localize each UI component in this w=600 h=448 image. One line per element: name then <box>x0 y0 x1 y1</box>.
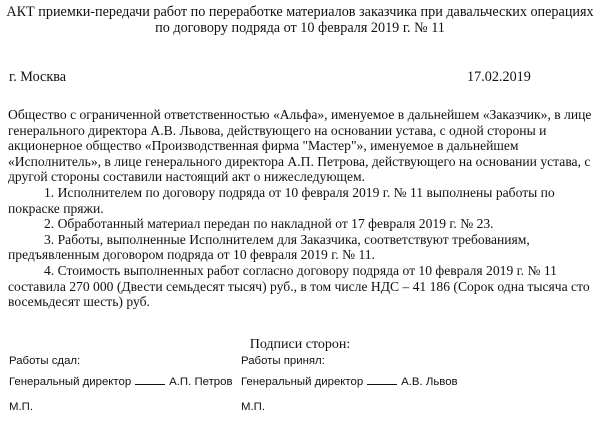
customer-name: А.В. Львов <box>401 376 458 388</box>
customer-position: Генеральный директор <box>241 376 364 388</box>
document-date: 17.02.2019 <box>467 69 531 85</box>
preamble-line: «Исполнитель», в лице генерального директора А.П. Петрова, действующего на основании устава, с <box>8 153 591 169</box>
handed-over-label: Работы сдал: <box>9 355 81 367</box>
item-1-line-2: покраске пряжи. <box>8 200 104 216</box>
customer-stamp-place: М.П. <box>241 401 266 413</box>
contractor-stamp-place: М.П. <box>9 401 34 413</box>
accepted-label: Работы принял: <box>241 355 325 367</box>
signatures-heading: Подписи сторон: <box>249 337 351 352</box>
item-2: 2. Обработанный материал передан по накладной от 17 февраля 2019 г. № 23. <box>44 216 494 232</box>
preamble-line: акционерное общество «Производственная фирма "Мастер"», именуемое в дальнейшем <box>8 138 519 154</box>
signature-blank-line <box>135 375 165 385</box>
contractor-signature-row <box>9 375 233 389</box>
preamble-line: Общество с ограниченной ответственностью «Альфа», именуемое в дальнейшем «Заказчик», в лице <box>8 107 592 122</box>
title-line-2: по договору подряда от 10 февраля 2019 г. № 11 <box>155 20 445 36</box>
document-body <box>8 107 598 310</box>
preamble-line: другой стороны составили настоящий акт о нижеследующем. <box>8 169 366 185</box>
customer-signature-row <box>241 375 458 389</box>
item-1-line-1: 1. Исполнителем по договору подряда от 10 февраля 2019 г. № 11 выполнены работы по <box>44 184 555 200</box>
contractor-name: А.П. Петров <box>169 376 233 388</box>
item-3-line-2: предъявленным договором подряда от 10 февраля 2019 г. № 11. <box>8 247 375 263</box>
preamble-line: генерального директора А.В. Львова, действующего на основании устава, с одной стороны и <box>8 122 547 138</box>
item-4-line-2: составила 270 000 (Двести семьдесят тысяч) руб., в том числе НДС – 41 186 (Сорок одна тысяча сто <box>8 278 590 294</box>
contractor-position: Генеральный директор <box>9 376 132 388</box>
item-4-line-1: 4. Стоимость выполненных работ согласно договору подряда от 10 февраля 2019 г. № 11 <box>44 262 557 278</box>
item-3-line-1: 3. Работы, выполненные Исполнителем для Заказчика, соответствуют требованиям, <box>44 231 530 247</box>
document-title <box>0 4 600 36</box>
item-4-line-3: восемьдесят шесть) руб. <box>8 294 150 310</box>
signature-blank-line <box>367 375 397 385</box>
document-city: г. Москва <box>9 69 67 85</box>
title-line-1: АКТ приемки-передачи работ по переработке материалов заказчика при давальческих операциях <box>6 4 594 20</box>
